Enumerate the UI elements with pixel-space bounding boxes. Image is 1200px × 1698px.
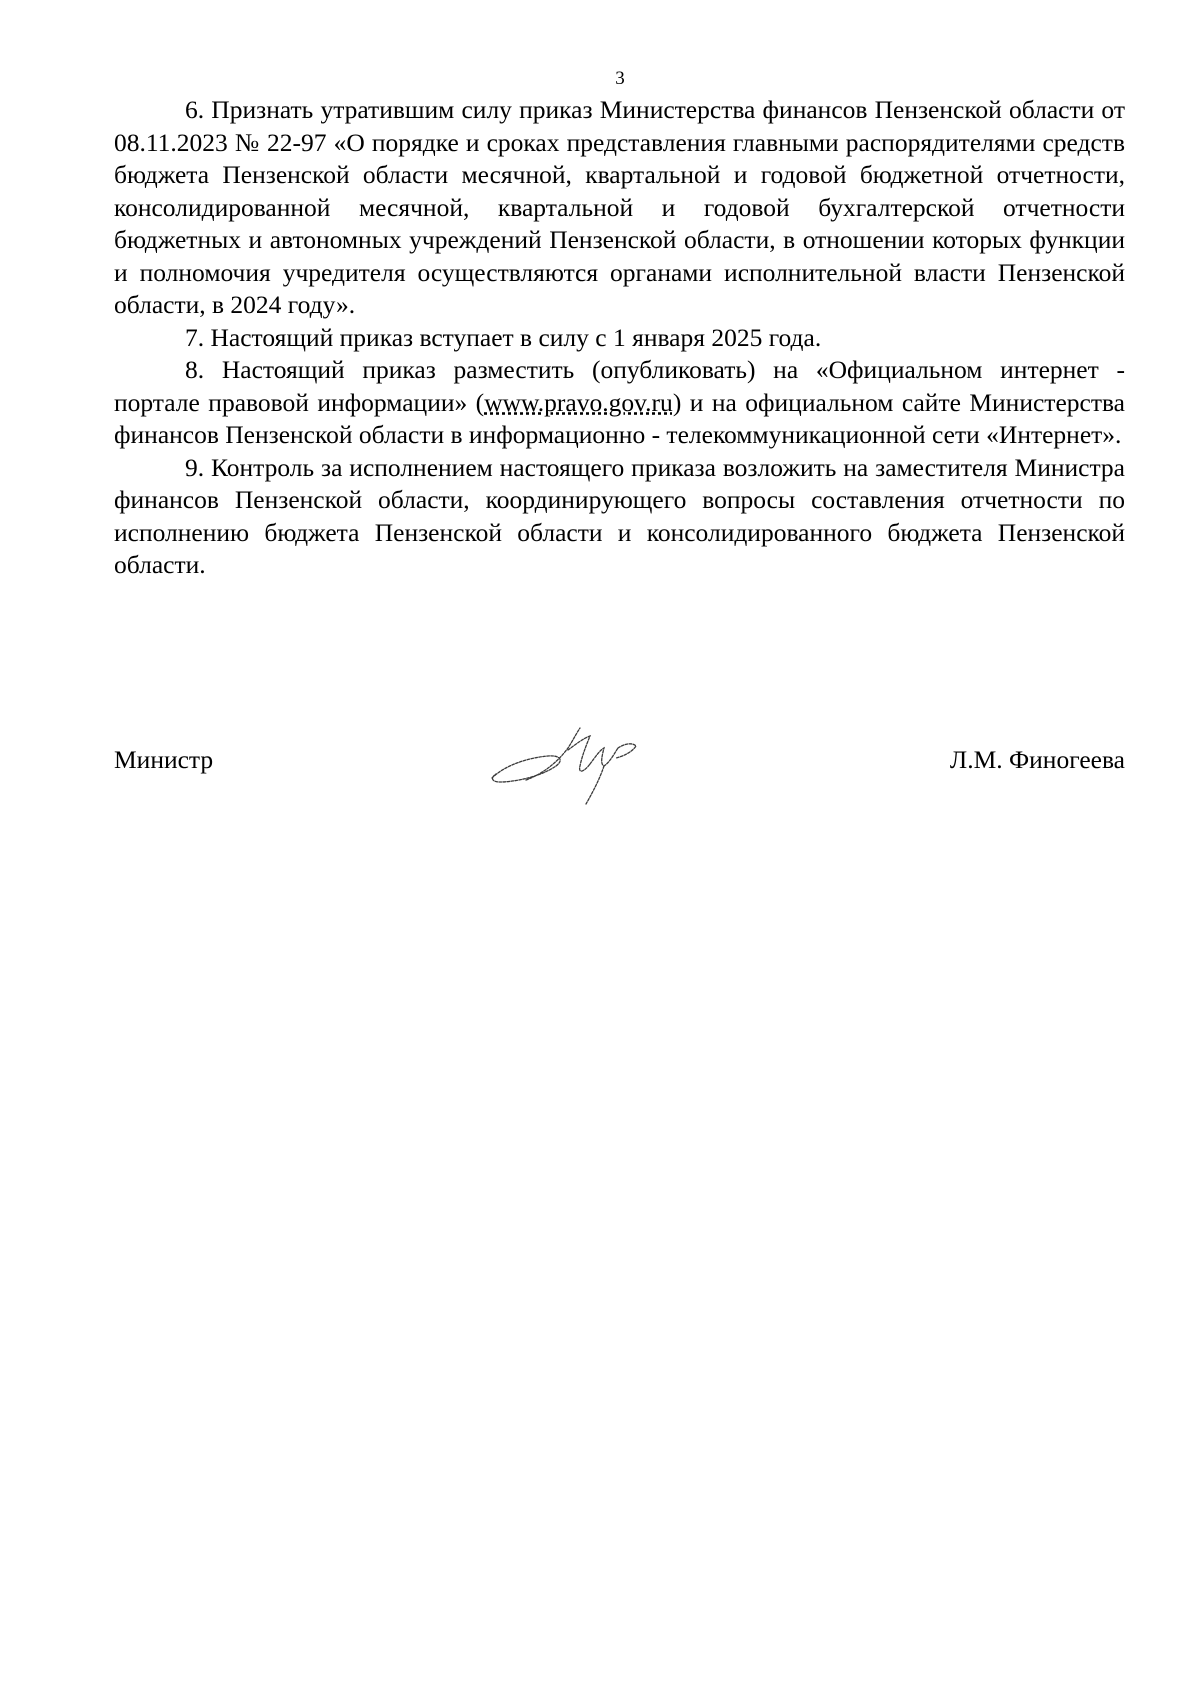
- signature-block: [114, 720, 1125, 810]
- page-number: 3: [615, 68, 625, 89]
- pravo-link[interactable]: www.pravo.gov.ru: [484, 387, 673, 417]
- paragraph-8-text-start: 8. Настоящий приказ разместить (опубликовать) на «Официальном интернет - портале правовой информации» (: [114, 355, 1125, 417]
- paragraph-8-text-end: ) и на официальном сайте Министерства финансов Пензенской области в информационно - телекоммуникационной сети «Интернет».: [114, 387, 1125, 449]
- document-body: [114, 94, 1125, 582]
- paragraph-8: [114, 354, 1125, 452]
- signatory-name: Л.М. Финогеева: [949, 745, 1125, 774]
- signatory-position: Министр: [114, 745, 214, 774]
- handwritten-signature-icon: [486, 720, 646, 810]
- paragraph-9: 9. Контроль за исполнением настоящего приказа возложить на заместителя Министра финансов Пензенской области, координирующего вопросы составления отчетности по исполнению бюджета Пензенской области и консолидированного бюджета Пензенской области.: [114, 452, 1125, 579]
- paragraph-6: 6. Признать утратившим силу приказ Министерства финансов Пензенской области от 08.11.2023 № 22-97 «О порядке и сроках представления главными распорядителями средств бюджета Пензенской области месячной, квартальной и годовой бюджетной отчетности, консолидированной месячной, квартальной и годовой бухгалтерской отчетности бюджетных и автономных учреждений Пензенской области, в отношении которых функции и полномочия учредителя осуществляются органами исполнительной власти Пензенской области, в 2024 году».: [114, 95, 1125, 319]
- paragraph-7: 7. Настоящий приказ вступает в силу с 1 января 2025 года.: [185, 322, 822, 352]
